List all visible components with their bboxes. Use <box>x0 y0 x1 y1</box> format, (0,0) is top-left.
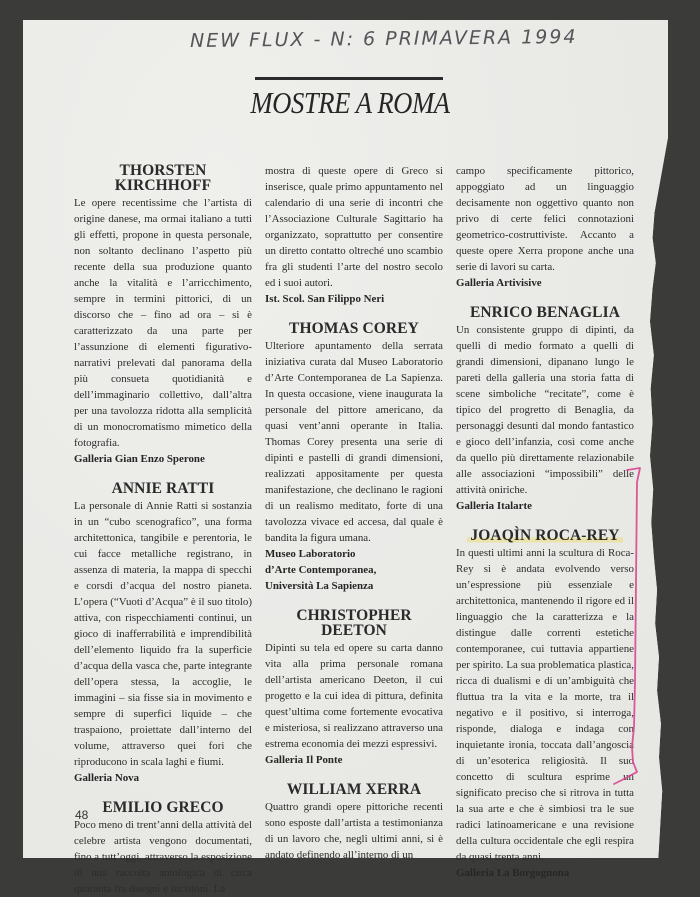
page-number: 48 <box>75 808 89 822</box>
venue-ratti: Galleria Nova <box>74 772 140 784</box>
article-body-greco-part1: Poco meno di trent’anni della attività del celebre artista vengono documentati, fino a tutt’oggi, attraverso la esposizione di una raccolta antologica di circa quaranta fra disegni e incisioni. La <box>74 819 252 895</box>
venue-line: d’Arte Contemporanea, <box>265 564 377 576</box>
heading-line: KIRCHHOFF <box>114 177 212 194</box>
column-2 <box>265 163 443 863</box>
article-heading-corey: THOMAS COREY <box>289 320 419 337</box>
venue-benaglia: Galleria Italarte <box>456 500 532 512</box>
venue-roca-rey: Galleria La Borgognona <box>456 867 570 879</box>
heading-line: CHRISTOPHER <box>296 607 412 624</box>
column-3 <box>456 163 634 881</box>
page-title: MOSTRE A ROMA <box>250 85 450 120</box>
venue-xerra: Galleria Artivisive <box>456 277 542 289</box>
venue-greco: Ist. Scol. San Filippo Neri <box>265 293 385 305</box>
handwritten-annotation: NEW FLUX - N: 6 PRIMAVERA 1994 <box>189 25 578 53</box>
article-body-roca-rey: In questi ultimi anni la scultura di Roca-Rey si è andata evolvendo verso un’espressione più essenziale e architettonica, mantenendo il rigore ed il linguaggio che la caratterizza e la distingue dalle correnti estetiche contemporanee, cui tuttavia appartiene per spirito. La sua problematica plastica, ricca di dualismi e di un’ambiguità che fluttua tra la vita e la morte, tra il negativo e il positivo, si interroga, risponde, dialoga e indaga con inquietante ironia, toccata dall’angoscia di un’esoterica religiosità. Il suo concetto di scultura esprime un significato preciso che si ritrova in tutta la sua arte e che è simbiosi tra le sue radici latinoamericane e una revisione della cultura occidentale che egli respira da quasi trenta anni. <box>456 547 634 863</box>
article-heading-deeton <box>265 608 443 638</box>
heading-line: DEETON <box>321 622 387 639</box>
article-heading-kirchhoff <box>74 163 252 193</box>
venue-line: Università La Sapienza <box>265 580 374 592</box>
venue-deeton: Galleria Il Ponte <box>265 754 343 766</box>
article-body-xerra-part1: Quattro grandi opere pittoriche recenti sono esposte dall’artista a testimonianza di un lavoro che, negli ultimi anni, si è andato definendo all’interno di un <box>265 801 443 861</box>
article-body-corey: Ulteriore apuntamento della serrata iniziativa curata dal Museo Laboratorio d’Arte Contemporanea de La Sapienza. In questa occasione, viene inaugurata la personale del pittore americano, da quasi vent’anni operante in Italia. Thomas Corey presenta una serie di dipinti e pastelli di grandi dimensioni, realizzati appositamente per questa manifestazione, che declinano le ragioni di un realismo meditato, forte di una tavolozza vivace ed accesa, dal quale è bandita la figura umana. <box>265 340 443 544</box>
article-body-greco-part2: mostra di queste opere di Greco si inserisce, quale primo appuntamento nel calendario di una serie di incontri che l’Associazione Culturale Sagittario ha organizzato, soprattutto per consentire un diretto contatto oltreché uno scambio fra gli studenti l’arte del nostro secolo ed i suoi autori. <box>265 165 443 289</box>
title-rule <box>255 77 443 80</box>
article-body-kirchhoff: Le opere recentissime che l’artista di origine danese, ma ormai italiano a tutti gli effetti, propone in questa personale, non soltanto declinano l’aspetto più recente della sua produzione quanto anche la vitalità e l’arricchimento, sempre in termini pittorici, di un discorso che – fino ad ora – si è caratterizzato da una parte per l’assunzione di elementi figurativo-narrativi prelevati dal panorama della più consueta quotidianità e dell’immaginario collettivo, dall’altra per una tavolozza ridotta alla semplicità di un monocromatismo mimetico della fotografia. <box>74 197 252 449</box>
article-heading-xerra: WILLIAM XERRA <box>286 781 422 798</box>
article-heading-benaglia: ENRICO BENAGLIA <box>469 304 621 321</box>
article-heading-greco: EMILIO GRECO <box>102 799 224 816</box>
column-1 <box>74 163 252 897</box>
heading-line: THORSTEN <box>119 162 207 179</box>
article-body-ratti: La personale di Annie Ratti si sostanzia in un “cubo scenografico”, una forma architettonica, tangibile e perentoria, le cui facce metalliche registrano, in assenza di materia, la mappa di specchi e corsdi d’acqua del nostro pianeta. L’opera (“Vuoti d’Acqua” è il suo titolo) attiva, con rispecchiamenti continui, un gioco di inafferrabilità e imprendibilità dell’elemento liquido fra la superficie d’acqua della vasca che, parte integrante dell’opera stessa, la accoglie, le immagini – sia fisse sia in movimento e sempre di superfici liquide – che traspaiono, proiettate dall’interno del volume, attraverso quei fori che riproducono in scala laghi e fiumi. <box>74 500 252 768</box>
article-body-deeton: Dipinti su tela ed opere su carta danno vita alla prima personale romana dell’artista americano Deeton, il cui progetto e la cui idea di pittura, definita quest’ultima come fortemente evocativa e misteriosa, si realizzano attraverso una estrema economia dei mezzi espressivi. <box>265 642 443 750</box>
highlighted-heading: JOAQÌN ROCA-REY <box>467 527 622 544</box>
venue-line: Museo Laboratorio <box>265 548 356 560</box>
venue-kirchhoff: Galleria Gian Enzo Sperone <box>74 453 205 465</box>
article-heading-ratti: ANNIE RATTI <box>111 480 215 497</box>
venue-corey <box>265 546 443 594</box>
article-heading-roca-rey <box>456 528 634 543</box>
article-body-xerra-part2: campo specificamente pittorico, appoggiato ad un linguaggio decisamente non oggettivo quanto non privo di certe felici connotazioni geometrico-costruttiviste. Accanto a queste opere Xerra propone anche una serie di lavori su carta. <box>456 165 634 273</box>
article-body-benaglia: Un consistente gruppo di dipinti, da quelli di medio formato a quelli di grandi dimensioni, dipanano lungo le pareti della galleria una storia fatta di scene simboliche “recitate”, come è tipico del progretto di Benaglia, da personaggi desunti dal mondo fantastico e gioco dell’infanzia, così come anche da quello più direttamente relazionabile alle associazioni “impossibili” delle attività oniriche. <box>456 324 634 496</box>
